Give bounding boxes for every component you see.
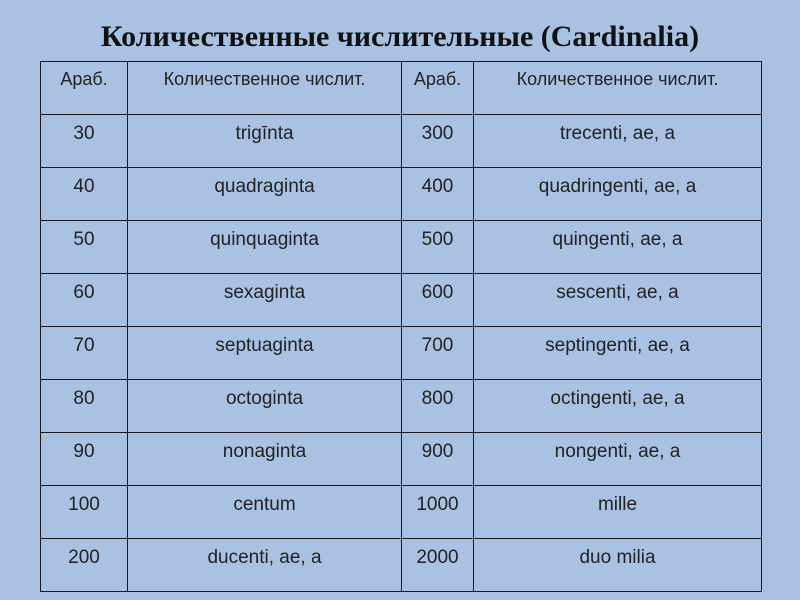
cell-arabic-left: 90 bbox=[41, 433, 128, 486]
table-row bbox=[41, 115, 762, 168]
cell-cardinal-right: nongenti, ae, a bbox=[474, 433, 762, 486]
cell-cardinal-left: quinquaginta bbox=[128, 221, 402, 274]
cell-cardinal-right: septingenti, ae, a bbox=[474, 327, 762, 380]
cell-cardinal-left: trigīnta bbox=[128, 115, 402, 168]
table-row bbox=[41, 221, 762, 274]
cell-arabic-left: 40 bbox=[41, 168, 128, 221]
cell-arabic-right: 500 bbox=[402, 221, 474, 274]
cell-arabic-right: 600 bbox=[402, 274, 474, 327]
cell-cardinal-right: sescenti, ae, a bbox=[474, 274, 762, 327]
table-row bbox=[41, 486, 762, 539]
cell-arabic-left: 70 bbox=[41, 327, 128, 380]
cell-arabic-left: 60 bbox=[41, 274, 128, 327]
cell-arabic-left: 30 bbox=[41, 115, 128, 168]
cell-cardinal-right: quadringenti, ae, a bbox=[474, 168, 762, 221]
table-row bbox=[41, 380, 762, 433]
cell-arabic-left: 200 bbox=[41, 539, 128, 592]
table-row bbox=[41, 327, 762, 380]
table-row bbox=[41, 539, 762, 592]
cell-cardinal-right: trecenti, ae, a bbox=[474, 115, 762, 168]
page-title: Количественные числительные (Cardinalia) bbox=[100, 20, 700, 53]
header-arabic-right: Араб. bbox=[402, 62, 474, 115]
cell-arabic-left: 100 bbox=[41, 486, 128, 539]
cell-arabic-right: 700 bbox=[402, 327, 474, 380]
cell-cardinal-right: octingenti, ae, a bbox=[474, 380, 762, 433]
cell-arabic-right: 800 bbox=[402, 380, 474, 433]
cell-cardinal-left: sexaginta bbox=[128, 274, 402, 327]
table-row bbox=[41, 168, 762, 221]
cell-arabic-left: 50 bbox=[41, 221, 128, 274]
cell-cardinal-left: centum bbox=[128, 486, 402, 539]
cell-cardinal-left: quadraginta bbox=[128, 168, 402, 221]
cell-cardinal-left: septuaginta bbox=[128, 327, 402, 380]
cell-cardinal-right: mille bbox=[474, 486, 762, 539]
cell-arabic-right: 400 bbox=[402, 168, 474, 221]
header-arabic-left: Араб. bbox=[41, 62, 128, 115]
table-row bbox=[41, 433, 762, 486]
table-row bbox=[41, 274, 762, 327]
cell-arabic-right: 900 bbox=[402, 433, 474, 486]
cell-arabic-right: 2000 bbox=[402, 539, 474, 592]
table-body bbox=[41, 115, 762, 592]
numerals-table bbox=[40, 61, 762, 592]
header-cardinal-right: Количественное числит. bbox=[474, 62, 762, 115]
header-cardinal-left: Количественное числит. bbox=[128, 62, 402, 115]
cell-arabic-left: 80 bbox=[41, 380, 128, 433]
cell-cardinal-left: ducenti, ae, a bbox=[128, 539, 402, 592]
cell-cardinal-left: nonaginta bbox=[128, 433, 402, 486]
table-header-row bbox=[41, 62, 762, 115]
cell-cardinal-right: duo milia bbox=[474, 539, 762, 592]
cell-arabic-right: 1000 bbox=[402, 486, 474, 539]
cell-cardinal-left: octoginta bbox=[128, 380, 402, 433]
cell-arabic-right: 300 bbox=[402, 115, 474, 168]
cell-cardinal-right: quingenti, ae, a bbox=[474, 221, 762, 274]
